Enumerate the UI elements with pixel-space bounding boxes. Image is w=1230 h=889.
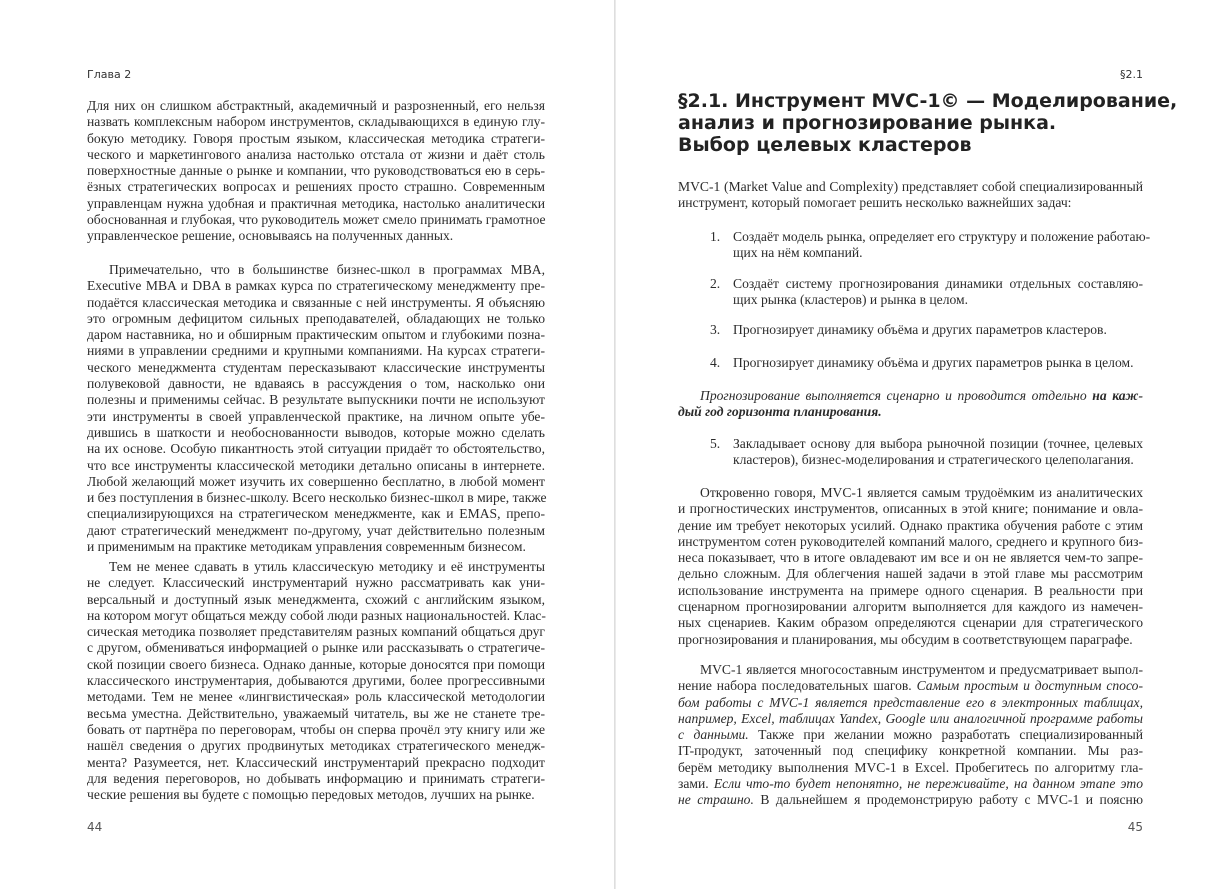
emphasis-text: Самым простым и доступным спосо- (916, 678, 1143, 694)
text-line: мента? Разумеется, нет. Классический инструментарий прекрасно подходит (87, 754, 545, 770)
text-line (678, 776, 1143, 792)
text-line: назвать комплексным набором инструментов, складывающихся в единую глу- (87, 114, 545, 130)
text-line: управленческое решение, основываясь на полученных данных. (87, 228, 454, 244)
text-line: бовать от партнёра по переговорам, чтобы он сперва прочёл эту книгу или же (87, 721, 545, 737)
text-line: бокую методику. Говоря простым языком, классическая методика стратеги- (87, 130, 545, 146)
list-item (733, 436, 1143, 469)
text-line (678, 678, 1143, 694)
title-line: §2.1. Инструмент MVC-1© — Моделирование, (678, 90, 1178, 112)
text-line: на котором могут общаться между собой люди разных национальностей. Клас- (87, 607, 546, 623)
text-line: Закладывает основу для выбора рыночной позиции (точнее, целевых (733, 436, 1143, 451)
text-line: управленцам нужна удобная и практичная методика, настолько аналитически (87, 195, 545, 211)
emphasis-text: с данными. (678, 727, 749, 743)
emphasis-text: бом работы с MVC-1 является представление его в электронных таблицах, (678, 694, 1143, 710)
text-line: щих на нём компаний. (733, 245, 863, 261)
text-line: с другом, обмениваться информацией о рынке или рассказывать о стратегиче- (87, 640, 545, 656)
text-line: не следует. Классический инструментарий нужно рассматривать как уни- (87, 575, 545, 591)
text-line: методами. Тем не менее «лингвистическая» роль классической методологии (87, 689, 545, 705)
text-line: прогнозирования и планирования, мы обсудим в соответствующем параграфе. (678, 631, 1133, 647)
text-line: дение им требует некоторых усилий. Однако практика обучения работе с этим (678, 517, 1143, 533)
emphasis-text: не страшно. (678, 792, 754, 808)
list-number: 3. (710, 322, 721, 337)
section-title (678, 90, 1177, 156)
text-segment: Также при желании можно разработать специализированный (748, 727, 1143, 743)
text-line: Примечательно, что в большинстве бизнес-школ в программах MBA, (109, 262, 545, 277)
running-head: §2.1 (1120, 68, 1143, 81)
text-line: MVC-1 (Market Value and Complexity) представляет собой специализированный (678, 179, 1143, 194)
list-item (733, 355, 1143, 371)
text-line (678, 743, 1143, 759)
list-number: 1. (710, 229, 721, 244)
paragraph (678, 662, 1143, 809)
left-page (0, 0, 614, 889)
text-line: подаётся классическая методика и связанные с ней инструменты. Я объясняю (87, 294, 545, 310)
list-number: 5. (710, 436, 721, 451)
text-line (678, 662, 1143, 678)
text-line: даром наставника, но и обширным практическим опытом и глубокими позна- (87, 327, 545, 343)
text-line (678, 711, 1143, 727)
text-line: классического инструментария, добываются другими, более прогрессивными (87, 673, 545, 689)
text-line: дают стратегический менеджмент по-другому, учат действительно полезным (87, 522, 545, 538)
paragraph (87, 98, 545, 245)
list-item (733, 229, 1151, 262)
emphasis-text: Прогнозирование выполняется сценарно и проводится отдельно (700, 388, 1093, 403)
text-line: инструмент, который помогает решить несколько важнейших задач: (678, 195, 1072, 211)
text-line: сценарном прогнозировании алгоритм выполняется для каждого из намечен- (678, 599, 1143, 615)
text-line: версальный и доступный язык менеджмента, схожий с английским языком, (87, 591, 545, 607)
text-line: дельно сложным. Для облегчения нашей задачи в этой главе мы рассмотрим (678, 566, 1143, 582)
text-line: инструментом сотен руководителей компаний малого, среднего и крупного биз- (678, 533, 1143, 549)
list-item (733, 276, 1143, 309)
title-line: анализ и прогнозирование рынка. (678, 112, 1057, 134)
text-segment: MVC-1 является многосоставным инструментом и предусматривает выпол- (700, 662, 1143, 677)
text-line (678, 760, 1143, 776)
text-line: обоснованная и глубокая, что руководитель может смело принимать грамотное (87, 212, 546, 228)
text-line: ниями в управлении средними и крупными компаниями. На курсах стратеги- (87, 343, 545, 359)
text-line: ческие решения вы будете с помощью передовых методов, лучших на рынке. (87, 787, 535, 803)
text-line: ёзных стратегических вопросах и решениях просто страшно. Современным (87, 179, 545, 195)
text-line: Любой желающий может изучить их совершенно бесплатно, в любой момент (87, 473, 545, 489)
text-segment: В дальнейшем я продемонстрирую работу с MVC-1 и поясню (753, 792, 1143, 808)
text-line: ческого и маркетингового анализа настолько отстала от жизни и даёт столь (87, 146, 545, 162)
text-line: Создаёт модель рынка, определяет его структуру и положение работаю- (733, 229, 1151, 244)
text-line (678, 695, 1143, 711)
text-line: эти инструменты в своей управленческой практике, на личном опыте убе- (87, 408, 545, 424)
text-line: Тем не менее сдавать в утиль классическую методику и её инструменты (109, 559, 545, 574)
paragraph (678, 485, 1143, 648)
text-line: полувековой давности, не вдаваясь в рассуждения о том, насколько они (87, 376, 545, 392)
text-line (678, 792, 1143, 808)
paragraph (87, 262, 545, 555)
emphasis-text: Если что-то будет непонятно, не переживайте, на данном этапе это (713, 776, 1143, 792)
text-line (678, 727, 1143, 743)
text-segment: нение набора последовательных шагов. (678, 678, 917, 694)
emphasis-text: на каж- (1092, 388, 1144, 403)
intro-paragraph (678, 179, 1143, 212)
text-line: неса показывает, что в итоге овладевают им все и он не является чем-то запре- (678, 550, 1143, 566)
text-line: полезны и применимы сейчас. В результате выпускники почти не используют (87, 392, 545, 408)
text-line: щих рынка (кластеров) и рынка в целом. (733, 292, 969, 308)
text-line (678, 404, 1143, 420)
text-line: и без поступления в бизнес-школу. Всего несколько бизнес-школ в мире, также (87, 490, 547, 506)
text-line: сическая методика позволяет представителям разных компаний общаться друг (87, 624, 545, 640)
emphasis-text: дый год горизонта планирования. (678, 404, 882, 420)
italic-note (678, 388, 1143, 421)
list-number: 2. (710, 276, 721, 291)
text-segment: берём методику выполнения MVC-1 в Excel. Пробегитесь по алгоритму гла- (678, 759, 1143, 775)
text-segment: зами. (678, 776, 714, 792)
text-line: и применимым на практике методикам управления современным бизнесом. (87, 539, 526, 555)
text-line: Executive MBA и DBA в рамках курса по стратегическому менеджменту пре- (87, 278, 545, 294)
text-line: кластеров), бизнес-моделирования и стратегического целеполагания. (733, 452, 1134, 468)
text-segment: IT-продукт, заточенный под специфику конкретной компании. Мы раз- (678, 743, 1143, 759)
emphasis-text: например, Excel, таблицах Yandex, Google или аналогичной программе работы (678, 710, 1143, 726)
right-page (616, 0, 1230, 889)
page-number: 45 (1127, 820, 1143, 834)
text-line: это огромным дефицитом сильных преподавателей, обладающих не только (87, 310, 545, 326)
text-line: что все инструменты классической методики детально описаны в интернете. (87, 457, 545, 473)
text-line: для ведения переговоров, но добывать информацию и принимать стратеги- (87, 770, 545, 786)
text-line: Откровенно говоря, MVC-1 является самым трудоёмким из аналитических (700, 485, 1143, 500)
text-line (678, 388, 1143, 404)
text-line: ской позиции своего бизнеса. Однако данные, которые доносятся при помощи (87, 656, 545, 672)
page-number: 44 (87, 820, 103, 834)
text-line: весьма уместна. Действительно, уважаемый читатель, вы же не станете тре- (87, 705, 545, 721)
title-line: Выбор целевых кластеров (678, 134, 972, 156)
text-line: специализирующихся на стратегическом менеджменте, как и EMAS, препо- (87, 506, 545, 522)
text-line: и прогностических инструментов, описанных в этой книге; понимание и овла- (678, 501, 1143, 517)
text-line: ных сценариев. Каким образом определяются сценарии для стратегического (678, 615, 1143, 631)
text-line: нашёл сведения о других продвинутых методиках стратегического менедж- (87, 738, 545, 754)
text-line: использование инструмента на примере одного сценария. В реальности при (678, 582, 1143, 598)
list-item (733, 322, 1143, 338)
running-head: Глава 2 (87, 68, 132, 81)
text-line: Для них он слишком абстрактный, академичный и разрозненный, его нельзя (87, 98, 545, 113)
text-line: на их основе. Особую пикантность этой ситуации придаёт то обстоятельство, (87, 441, 545, 457)
text-line: ческого менеджмента студентам пересказывают классические инструменты (87, 359, 545, 375)
list-number: 4. (710, 355, 721, 370)
text-line: поверхностные данные о рынке и компании, что руководствоваться ею в серь- (87, 163, 545, 179)
text-line: Создаёт систему прогнозирования динамики отдельных составляю- (733, 276, 1143, 291)
text-line: Прогнозирует динамику объёма и других параметров рынка в целом. (733, 355, 1134, 370)
text-line: Прогнозирует динамику объёма и других параметров кластеров. (733, 322, 1107, 337)
paragraph (87, 559, 545, 803)
text-line: дившись в шаткости и необоснованности выводов, которые можно сделать (87, 424, 545, 440)
